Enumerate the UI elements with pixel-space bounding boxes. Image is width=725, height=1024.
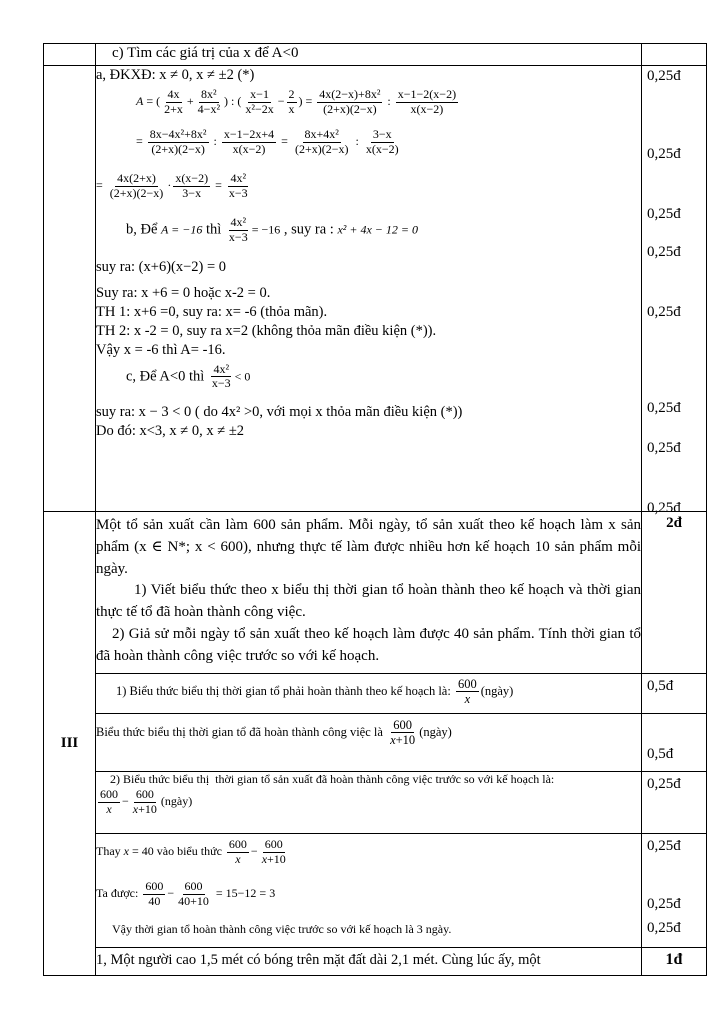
answer-table — [43, 43, 707, 976]
points: 0,5đ — [647, 746, 674, 762]
points: 0,25đ — [647, 500, 681, 516]
problem-points: 2đ — [642, 512, 707, 674]
points: 0,25đ — [647, 304, 681, 320]
table-row: 1, Một người cao 1,5 mét có bóng trên mặt đất dài 2,1 mét. Cùng lúc ấy, một 1đ — [44, 948, 707, 976]
table-row — [44, 44, 707, 66]
answer-2: Biểu thức biểu thị thời gian tổ đã hoàn thành công việc là $\frac{600}{x+10}$ (ngày) — [96, 714, 642, 772]
points: 0,5đ — [647, 678, 674, 694]
sol-A-line1: A = ( $\frac{4x}{2+x}$ + $\frac{\text{8x²}}{\text{4−x²}}$ ) : ( $\frac{x-1}{\text{x²−2x}}$ − $\frac{2}{x}$ ) = $\frac{\text{4x(2−x)+8x²}}{(2+x)(2-x)}$ : $\frac{x-1-2(x-2)}{x(x-2)}$ — [136, 87, 457, 116]
sol-c-do: Do đó: x<3, x ≠ 0, x ≠ ±2 — [96, 422, 245, 439]
problem-p3: 2) Giả sử mỗi ngày tổ sản xuất theo kế hoạch làm được 40 sản phẩm. Tính thời gian tổ đã hoàn thành công việc trước so với kế hoạch. — [96, 625, 641, 664]
sol-b-line: b, Để A = −16 thì $\frac{\text{4x²}}{x-3}$ = −16 , suy ra : x² + 4x − 12 = 0 — [126, 215, 418, 244]
answer-4: Thay x = 40 vào biểu thức $\frac{600}{x}$ − $\frac{600}{x+10}$ Ta được: $\frac{600}{40}$ − $\frac{600}{40+10}$ = 15−12 = 3 Vậy thời gian tổ hoàn thành công việc trước so với kế hoạch là 3 ngày. — [96, 834, 642, 948]
answer-4-conclusion: Vậy thời gian tổ hoàn thành công việc trước so với kế hoạch là 3 ngày. — [112, 922, 452, 936]
points-cell — [642, 66, 707, 516]
table-row — [44, 66, 707, 512]
answer-1: 1) Biểu thức biểu thị thời gian tổ phải hoàn thành theo kế hoạch là: $\frac{600}{x}$ (ngày) — [96, 674, 642, 714]
sol-c-sr: suy ra: x − 3 < 0 ( do 4x² >0, với mọi x thỏa mãn điều kiện (*)) — [96, 403, 463, 420]
sol-vay: Vậy x = -6 thì A= -16. — [96, 342, 226, 359]
points: 0,25đ — [647, 838, 681, 854]
section-label: III — [44, 512, 96, 976]
points: 0,25đ — [647, 146, 681, 162]
points: 0,25đ — [647, 896, 681, 912]
points: 0,25đ — [647, 68, 681, 84]
sol-A-line2: = $\frac{\text{8x−4x²+8x²}}{(2+x)(2-x)}$ : $\frac{x-1-2x+4}{x(x-2)}$ = $\frac{\text{8x+4x²}}{(2+x)(2-x)}$ : $\frac{3-x}{x(x-2)}$ — [136, 127, 399, 156]
points: 0,25đ — [647, 206, 681, 222]
points: 0,25đ — [647, 920, 681, 936]
points: 0,25đ — [647, 244, 681, 260]
sol-a-line: a, ĐKXĐ: x ≠ 0, x ≠ ±2 (*) — [96, 67, 255, 83]
sol-th2: TH 2: x -2 = 0, suy ra x=2 (không thỏa mãn điều kiện (*)). — [96, 323, 437, 340]
points: 0,25đ — [647, 400, 681, 416]
sol-b-sr2: Suy ra: x +6 = 0 hoặc x-2 = 0. — [96, 285, 271, 301]
table-row — [44, 512, 707, 674]
sol-c-line: c, Để A<0 thì $\frac{\text{4x²}}{x-3}$ < 0 — [126, 361, 251, 391]
sol-b-sr: suy ra: (x+6)(x−2) = 0 — [96, 259, 227, 275]
table-row — [44, 772, 707, 834]
points: 0,25đ — [647, 440, 681, 456]
table-row — [44, 714, 707, 772]
part-c-question: c) Tìm các giá trị của x để A<0 — [112, 45, 299, 61]
sol-A-line3: = $\frac{4x(2+x)}{(2+x)(2-x)}$ · $\frac{x(x-2)}{3-x}$ = $\frac{\text{4x²}}{x-3}$ — [96, 171, 248, 200]
next-problem: 1, Một người cao 1,5 mét có bóng trên mặt đất dài 2,1 mét. Cùng lúc ấy, một — [96, 948, 642, 976]
solution-cell — [96, 66, 642, 512]
answer-3: 2) Biểu thức biểu thị thời gian tổ sản xuất đã hoàn thành công việc trước so với kế hoạch là: $\frac{600}{x}$ − $\frac{600}{x+10}$ (ngày) — [96, 772, 642, 834]
problem-p1: Một tổ sản xuất cần làm 600 sản phẩm. Mỗi ngày, tổ sản xuất theo kế hoạch làm x sản phẩm (x ∈ N*; x < 600), nhưng thực tế làm được nhiều hơn kế hoạch 10 sản phẩm mỗi ngày. — [96, 517, 641, 577]
table-row — [44, 674, 707, 714]
sol-th1: TH 1: x+6 =0, suy ra: x= -6 (thỏa mãn). — [96, 304, 328, 321]
problem-statement — [96, 512, 642, 674]
table-row — [44, 834, 707, 948]
problem-p2: 1) Viết biểu thức theo x biểu thị thời gian tổ hoàn thành theo kế hoạch và thời gian thực tế tổ đã hoàn thành công việc. — [96, 582, 641, 620]
points: 0,25đ — [647, 776, 681, 792]
